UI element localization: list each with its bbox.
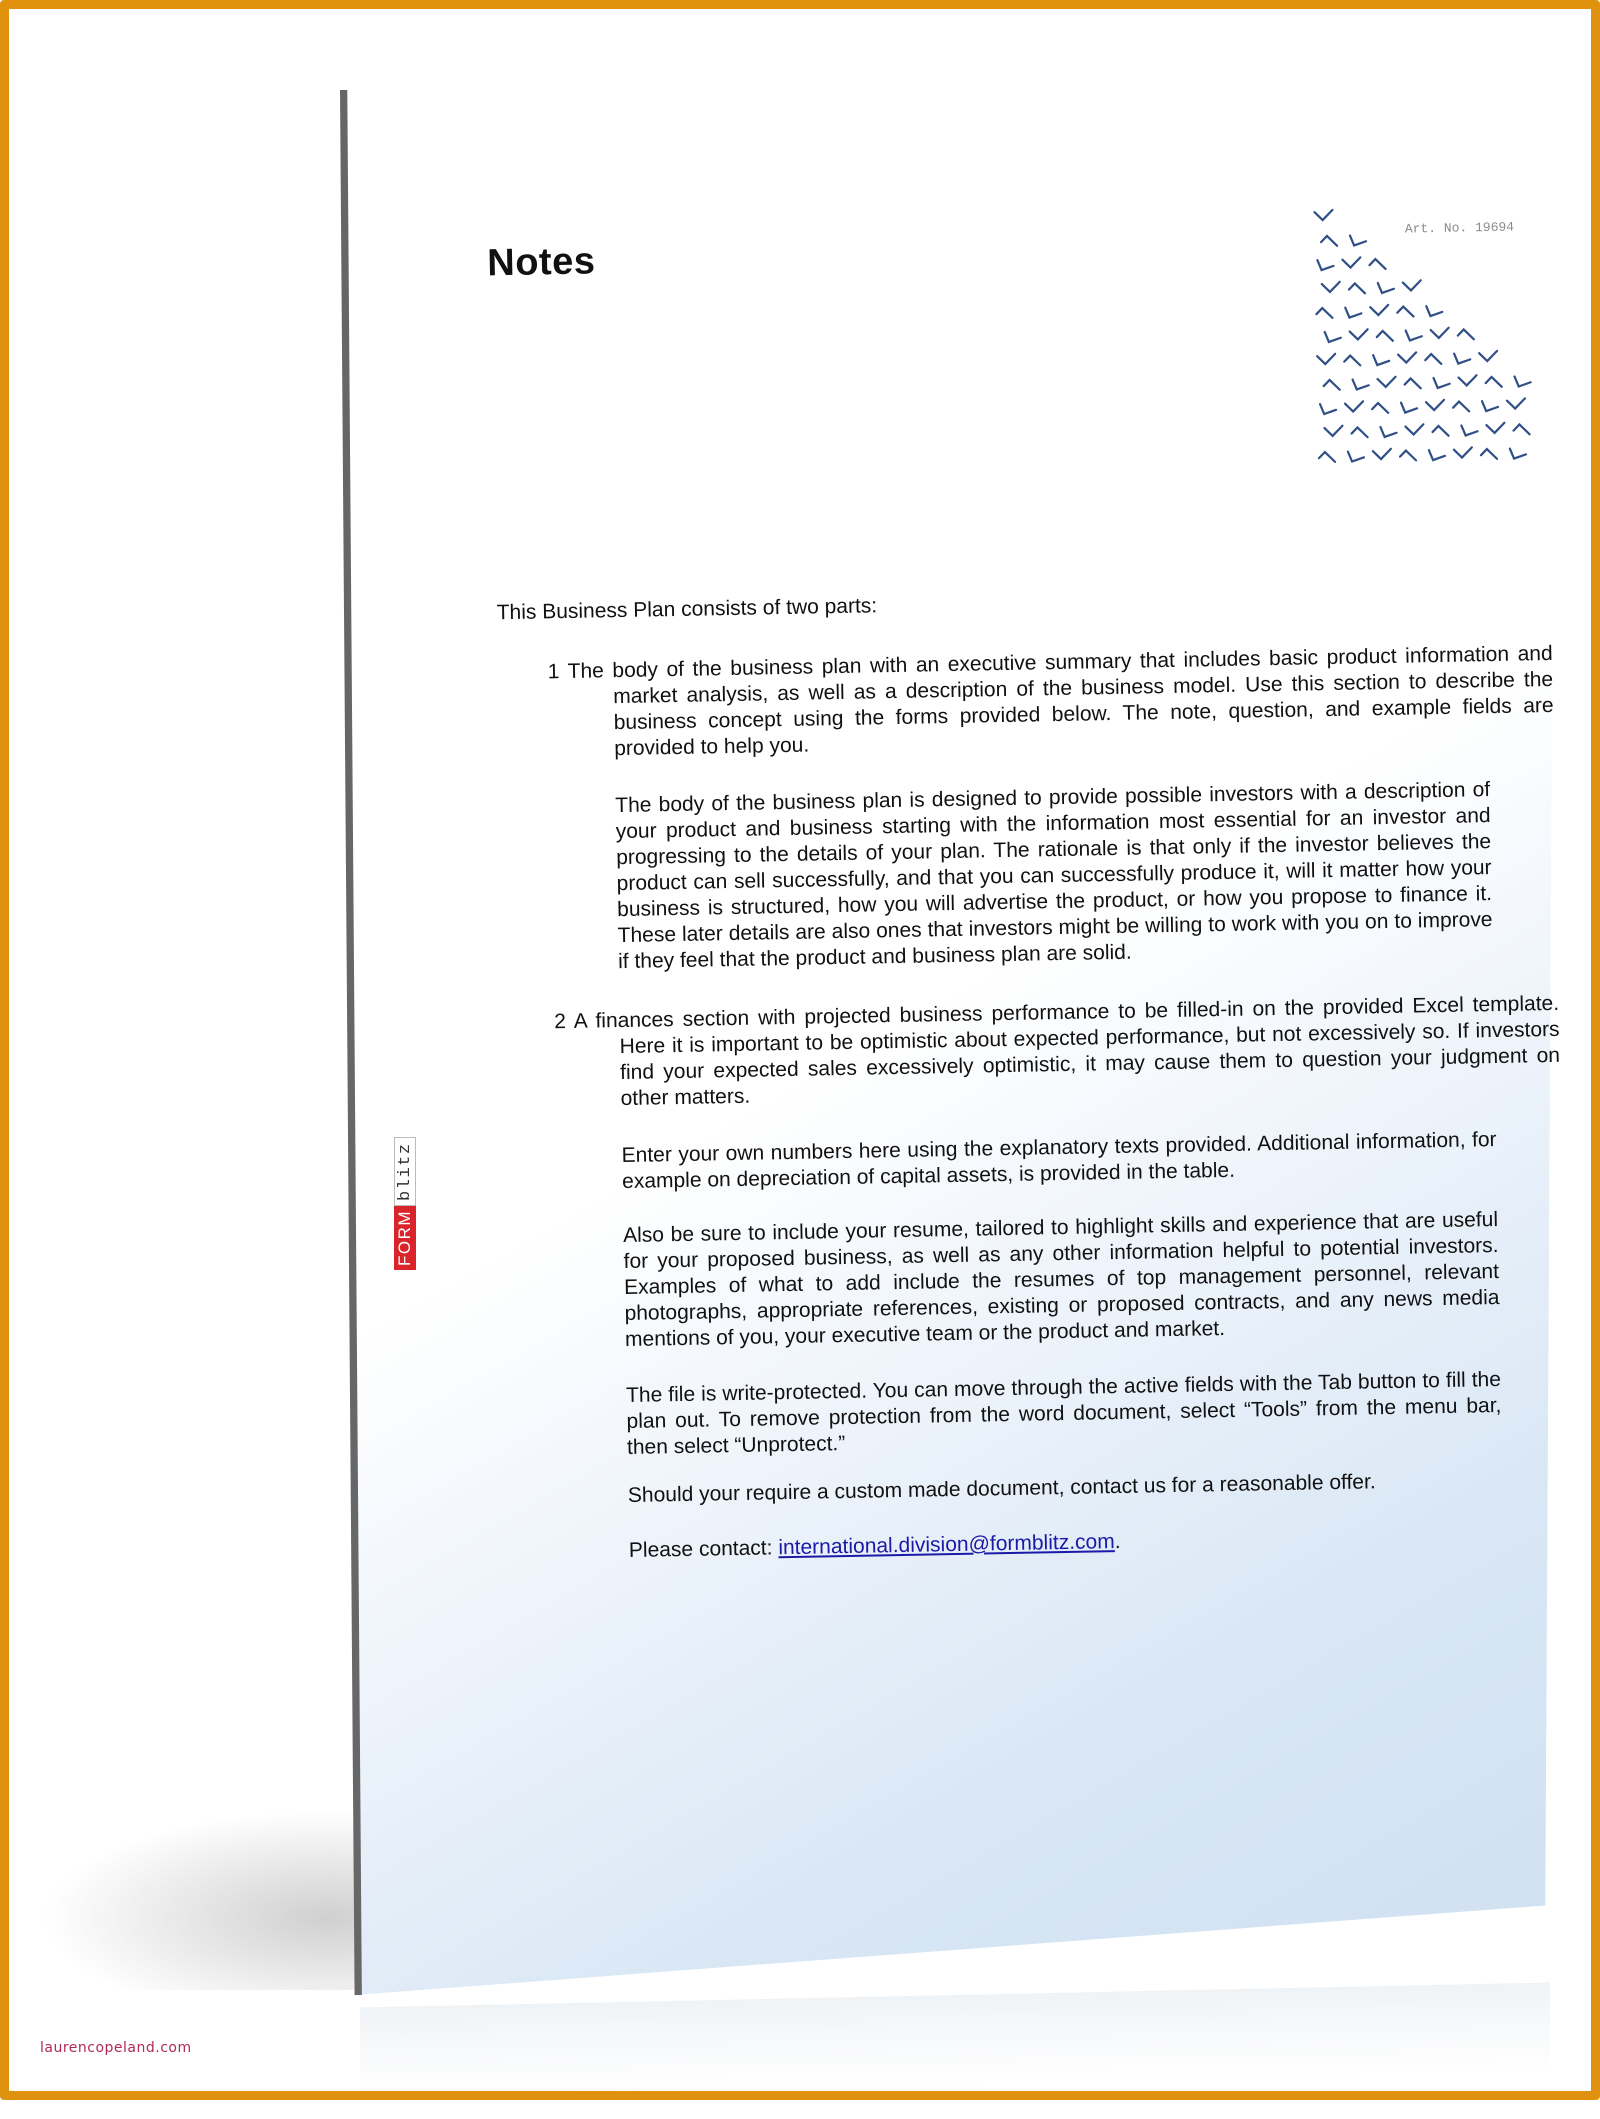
pattern-mark bbox=[1373, 449, 1391, 459]
pattern-mark bbox=[1405, 378, 1421, 388]
intro-text: This Business Plan consists of two parts: bbox=[496, 594, 878, 625]
pattern-mark bbox=[1479, 351, 1497, 361]
pattern-mark bbox=[1453, 401, 1469, 411]
pattern-mark bbox=[1426, 400, 1444, 410]
list-item-2 bbox=[554, 991, 1561, 1113]
pattern-mark bbox=[1350, 235, 1366, 245]
checkmark-pattern-logo bbox=[1306, 196, 1551, 490]
pattern-mark bbox=[1378, 283, 1394, 293]
pattern-mark bbox=[1459, 375, 1477, 385]
paragraph: The file is write-protected. You can move through the active fields with the Tab button to fill the plan out. To remove protection from the word document, select “Tools” from the menu bar, then select “Unprotect.” bbox=[625, 1367, 1502, 1459]
pattern-mark bbox=[1316, 308, 1332, 318]
brand-form-text: FORM bbox=[394, 1206, 416, 1270]
paragraph: The body of the business plan is designed to provide possible investors with a description of your product and business starting with the information most essential for an investor and progressing to the details of your plan. The rationale is that only if the investor believes the product can sell successfully, and that you can successfully produce it, will it matter how your business is structured, how you will advertise the product, or how you propose to finance it. These later details are also ones that investors might be willing to work with you on to improve if they feel that the product and business plan are solid. bbox=[615, 778, 1493, 974]
pattern-mark bbox=[1406, 330, 1422, 340]
formblitz-logo bbox=[394, 1137, 416, 1270]
pattern-mark bbox=[1372, 403, 1388, 413]
pattern-mark bbox=[1481, 449, 1497, 459]
pattern-mark bbox=[1513, 424, 1529, 434]
pattern-mark bbox=[1397, 306, 1413, 316]
page-title: Notes bbox=[486, 240, 596, 285]
pattern-mark bbox=[1345, 401, 1363, 411]
paragraph: Enter your own numbers here using the explanatory texts provided. Additional information, for example on depreciation of capital assets, is provided in the table. bbox=[621, 1128, 1497, 1194]
list-item-number: 2 bbox=[554, 1010, 567, 1034]
pattern-mark bbox=[1429, 450, 1445, 460]
paragraph: Should your require a custom made document, contact us for a reasonable offer. bbox=[627, 1470, 1376, 1507]
pattern-mark bbox=[1398, 352, 1416, 362]
watermark-text: laurencopeland.com bbox=[40, 2040, 192, 2056]
pattern-mark bbox=[1454, 353, 1470, 363]
pattern-mark bbox=[1380, 427, 1396, 437]
pattern-mark bbox=[1351, 427, 1367, 437]
brand-blitz-text: blitz bbox=[394, 1137, 416, 1206]
pattern-mark bbox=[1486, 377, 1502, 387]
contact-email-link[interactable]: international.division@formblitz.com bbox=[778, 1530, 1115, 1560]
pattern-mark bbox=[1369, 259, 1385, 269]
pattern-mark bbox=[1425, 354, 1441, 364]
pattern-mark bbox=[1426, 306, 1442, 316]
pattern-mark bbox=[1348, 451, 1364, 461]
pattern-mark bbox=[1434, 378, 1450, 388]
pattern-mark bbox=[1350, 329, 1368, 339]
pattern-mark bbox=[1345, 307, 1361, 317]
pattern-mark bbox=[1353, 379, 1369, 389]
pattern-mark bbox=[1400, 450, 1416, 460]
pattern-mark bbox=[1486, 423, 1504, 433]
pattern-mark bbox=[1322, 282, 1340, 292]
paragraph: Also be sure to include your resume, tailored to highlight skills and experience that are useful for your proposed business, as well as any other information helpful to potential investors. Examples of what to add include the resumes of top management personnel, relevant photographs, appropriate references, existing or proposed contracts, and any news media mentions of you, your executive team or the product and market. bbox=[622, 1208, 1500, 1352]
pattern-mark bbox=[1377, 331, 1393, 341]
contact-label: Please contact: bbox=[628, 1536, 773, 1562]
list-item-1 bbox=[548, 641, 1555, 763]
pattern-mark bbox=[1325, 332, 1341, 342]
article-number: Art. No. 19694 bbox=[1404, 219, 1515, 237]
pattern-mark bbox=[1515, 376, 1531, 386]
pattern-mark bbox=[1458, 329, 1474, 339]
pattern-mark bbox=[1403, 280, 1421, 290]
pattern-mark bbox=[1319, 452, 1335, 462]
list-item-text: A finances section with projected business performance to be filled-in on the provided Excel template. Here it is important to be optimistic about expected performance, but not excessively so. If investors find your expected sales excessively optimistic, it may cause them to question your judgment on other matters. bbox=[573, 991, 1561, 1111]
pattern-mark bbox=[1342, 257, 1360, 267]
pattern-mark bbox=[1401, 402, 1417, 412]
pattern-mark bbox=[1378, 377, 1396, 387]
pattern-mark bbox=[1405, 424, 1423, 434]
pattern-mark bbox=[1454, 447, 1472, 457]
pattern-mark bbox=[1317, 260, 1333, 270]
pattern-mark bbox=[1431, 328, 1449, 338]
pattern-mark bbox=[1373, 355, 1389, 365]
pattern-mark bbox=[1314, 210, 1332, 220]
list-item-text: The body of the business plan with an executive summary that includes basic product information and market analysis, as well as a description of the business model. Use this section to describe the business concept using the forms provided below. The note, question, and example fields are provided to help you. bbox=[567, 641, 1554, 761]
contact-line bbox=[629, 1522, 1504, 1564]
pattern-mark bbox=[1317, 354, 1335, 364]
contact-suffix: . bbox=[1114, 1529, 1121, 1554]
pattern-mark bbox=[1321, 236, 1337, 246]
pattern-mark bbox=[1349, 283, 1365, 293]
pattern-mark bbox=[1344, 355, 1360, 365]
pattern-mark bbox=[1320, 404, 1336, 414]
pattern-mark bbox=[1482, 401, 1498, 411]
pattern-mark bbox=[1510, 448, 1526, 458]
pattern-mark bbox=[1324, 426, 1342, 436]
pattern-mark bbox=[1461, 425, 1477, 435]
pattern-mark bbox=[1432, 426, 1448, 436]
pattern-mark bbox=[1324, 380, 1340, 390]
pattern-mark bbox=[1370, 305, 1388, 315]
pattern-mark bbox=[1507, 398, 1525, 408]
list-item-number: 1 bbox=[547, 660, 560, 684]
